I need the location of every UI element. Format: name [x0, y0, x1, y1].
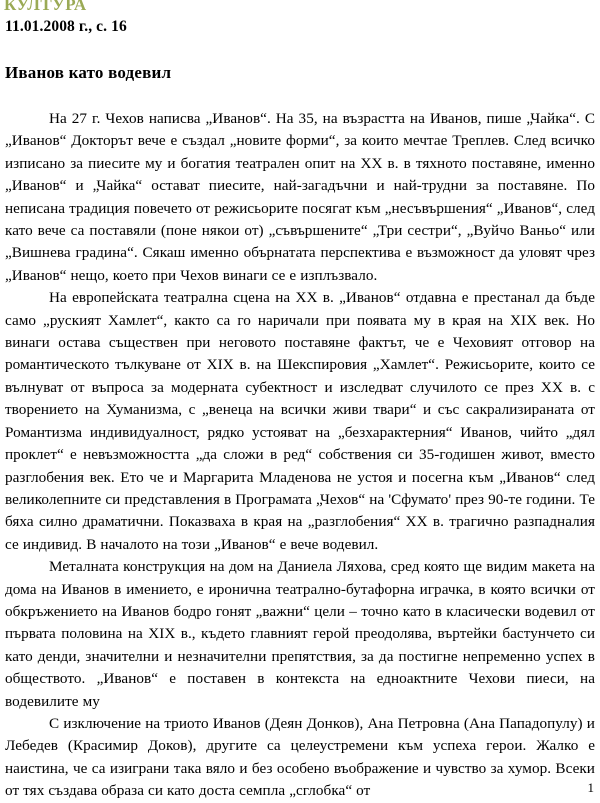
- paragraph: С изключение на триото Иванов (Деян Донков), Ана Петровна (Ана Пападопулу) и Лебедев (Красимир Доков), другите са целеустремени към успеха герои. Жалко е наистина, че са изиграни така вяло и без особено въображение и чувство за хумор. Всеки от тях създава образа си като доста семпла „сглобка“ от: [5, 714, 595, 800]
- article-title: Иванов като водевил: [5, 63, 172, 83]
- issue-date-line: 11.01.2008 г., с. 16: [5, 18, 127, 35]
- page-number: 1: [587, 780, 594, 795]
- publication-masthead: КУЛТУРА: [4, 0, 87, 10]
- article-body: [5, 108, 595, 803]
- paragraph: На 27 г. Чехов написва „Иванов“. На 35, на възрастта на Иванов, пише „Чайка“. С „Иванов“ Докторът вече е създал „новите форми“, за които мечтае Треплев. След всичко изписано за пиесите му и богатия театрален опит на XX в. в тяхното поставяне, именно „Иванов“ и „Чайка“ остават пиесите, най-загадъчни и най-трудни за поставяне. По неписана традиция повечето от режисьорите посягат към „несъвършения“ „Иванов“, след като вече са поставяли (поне някои от) „съвършените“ „Три сестри“, „Вуйчо Ваньо“ или „Вишнева градина“. Сякаш именно обърнатата перспектива е възможност да уловят чрез „Иванов“ нещо, което при Чехов винаги се е изплъзвало.: [5, 110, 595, 284]
- paragraph: Металната конструкция на дом на Даниела Ляхова, сред която ще видим макета на дома на Иванов в имението, е иронична театрално-бутафорна играчка, в която всички от обкръжението на Иванов бодро гонят „важни“ цели – точно като в класически водевил от първата половина на XIX в., където главният герой преодолява, въртейки бастунчето си като денди, значителни и незначителни препятствия, за да постигне непременно успех в обществото. „Иванов“ е поставен в контекста на едноактните Чехови пиеси, на водевилите му: [5, 558, 595, 710]
- paragraph: На европейската театрална сцена на XX в. „Иванов“ отдавна е престанал да бъде само „руският Хамлет“, както са го наричали при появата му в края на XIX век. Но винаги остава съществен при неговото поставяне фактът, че е Чеховият отговор на романтическото тълкуване от XIX в. на Шекспировия „Хамлет“. Режисьорите, които се вълнуват от въпроса за модерната субектност и изследват случилото се през XX в. с творението на Хуманизма, с „венеца на всички живи твари“ и със сакрализираната от Романтизма индивидуалност, рядко устояват на „безхарактерния“ Иванов, чийто „дял проклет“ е невъзможността „да сложи в ред“ собствения си 35-годишен живот, вместо разглобения век. Ето че и Маргарита Младенова не устоя и посегна към „Иванов“ след великолепните си представления в Програмата „Чехов“ на 'Сфумато' през 90-те години. Те бяха силно драматични. Показваха в края на „разглобения“ XX в. трагично разпадналия се индивид. В началото на този „Иванов“ е вече водевил.: [5, 289, 595, 553]
